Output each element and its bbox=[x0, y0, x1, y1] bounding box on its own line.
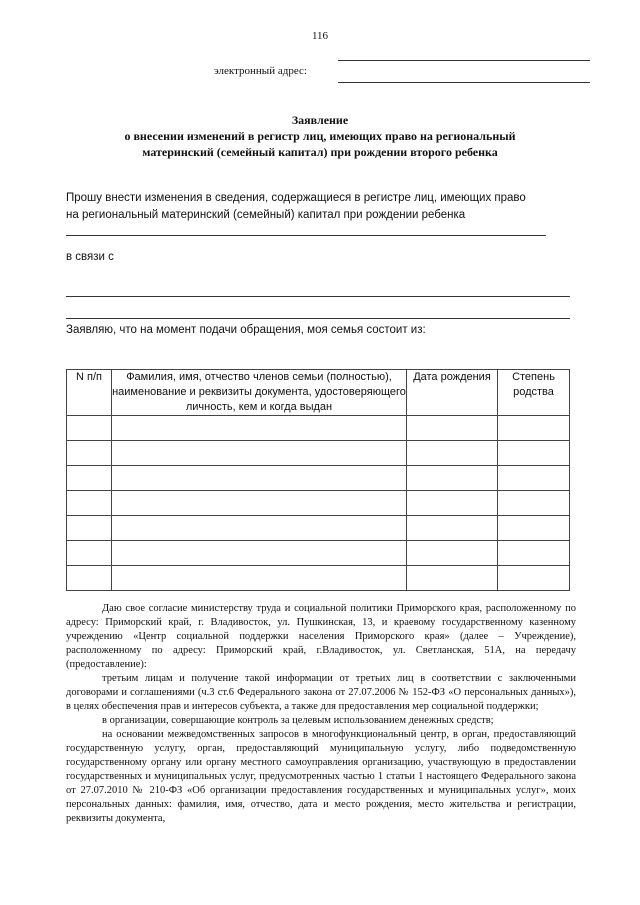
family-table-body bbox=[67, 416, 570, 591]
col-relation-header: Степень родства bbox=[498, 370, 570, 416]
consent-text bbox=[66, 602, 576, 826]
reason-input-line-1[interactable] bbox=[66, 296, 570, 297]
table-header-row bbox=[67, 370, 570, 416]
table-cell[interactable] bbox=[112, 466, 407, 491]
table-row bbox=[67, 541, 570, 566]
consent-paragraph: на основании межведомственных запросов в многофункциональный центр, в орган, предоставляющий государственную услугу, орган, предоставляющий муниципальную услугу, либо подведомственную государственному органу или органу местного самоуправления организацию, участвующую в предоставлении государственных и муниципальных услуг, предусмотренных частью 1 статьи 1 настоящего Федерального закона от 27.07.2010 № 210-ФЗ «Об организации предоставления государственных и муниципальных услуг», моих персональных данных: фамилия, имя, отчество, дата и место рождения, место жительства и регистрации, реквизиты документа, bbox=[66, 729, 576, 824]
reason-input-line-2[interactable] bbox=[66, 318, 570, 319]
table-cell[interactable] bbox=[498, 566, 570, 591]
table-cell[interactable] bbox=[498, 516, 570, 541]
table-cell[interactable] bbox=[112, 491, 407, 516]
col-number-header: N п/п bbox=[67, 370, 112, 416]
table-cell[interactable] bbox=[498, 541, 570, 566]
consent-paragraph: в организации, совершающие контроль за целевым использованием денежных средств; bbox=[102, 715, 494, 726]
due-to-label: в связи с bbox=[66, 251, 114, 263]
table-cell[interactable] bbox=[407, 491, 498, 516]
col-name-header: Фамилия, имя, отчество членов семьи (полностью), наименование и реквизиты документа, удостоверяющего личность, кем и когда выдан bbox=[112, 370, 407, 416]
email-line-top bbox=[338, 60, 590, 61]
table-cell[interactable] bbox=[112, 516, 407, 541]
table-cell[interactable] bbox=[67, 466, 112, 491]
table-cell[interactable] bbox=[112, 441, 407, 466]
consent-paragraph: Даю свое согласие министерству труда и социальной политики Приморского края, расположенному по адресу: Приморский край, г. Владивосток, ул. Пушкинская, 13, и краевому государственному казенному учреждению «Центр социальной поддержки населения Приморского края» (далее – Учреждение), расположенному по адресу: Приморский край, г.Владивосток, ул. Светланская, 51А, на передачу (предоставление): bbox=[66, 603, 576, 670]
family-declaration: Заявляю, что на момент подачи обращения, моя семья состоит из: bbox=[66, 324, 426, 336]
col-birthdate-header: Дата рождения bbox=[407, 370, 498, 416]
family-table bbox=[66, 369, 570, 591]
page-number: 116 bbox=[311, 30, 329, 42]
table-cell[interactable] bbox=[407, 566, 498, 591]
document-title bbox=[60, 112, 580, 160]
table-row bbox=[67, 441, 570, 466]
email-label: электронный адрес: bbox=[214, 65, 307, 77]
title-line-2: о внесении изменений в регистр лиц, имеющих право на региональный bbox=[124, 129, 516, 143]
table-cell[interactable] bbox=[67, 416, 112, 441]
consent-paragraph: третьим лицам и получение такой информации от третьих лиц в соответствии с заключенными договорами и соглашениями (ч.3 ст.6 Федерального закона от 27.07.2006 № 152-ФЗ «О персональных данных»), в целях обеспечения прав и интересов субъекта, а также для предоставления мер социальной поддержки; bbox=[66, 673, 576, 712]
table-cell[interactable] bbox=[112, 541, 407, 566]
title-line-1: Заявление bbox=[291, 113, 349, 127]
request-line-2: на региональный материнский (семейный) капитал при рождении ребенка bbox=[66, 209, 466, 221]
request-line-1: Прошу внести изменения в сведения, содержащиеся в регистре лиц, имеющих право bbox=[66, 192, 526, 204]
table-cell[interactable] bbox=[498, 491, 570, 516]
table-cell[interactable] bbox=[67, 541, 112, 566]
table-cell[interactable] bbox=[67, 491, 112, 516]
table-cell[interactable] bbox=[498, 416, 570, 441]
table-row bbox=[67, 491, 570, 516]
table-row bbox=[67, 516, 570, 541]
table-cell[interactable] bbox=[407, 516, 498, 541]
table-cell[interactable] bbox=[407, 541, 498, 566]
request-paragraph bbox=[66, 190, 586, 224]
table-row bbox=[67, 416, 570, 441]
table-cell[interactable] bbox=[498, 441, 570, 466]
table-cell[interactable] bbox=[67, 516, 112, 541]
table-cell[interactable] bbox=[407, 416, 498, 441]
request-input-line[interactable] bbox=[66, 235, 546, 236]
table-row bbox=[67, 566, 570, 591]
table-cell[interactable] bbox=[112, 566, 407, 591]
table-cell[interactable] bbox=[407, 466, 498, 491]
table-row bbox=[67, 466, 570, 491]
table-cell[interactable] bbox=[407, 441, 498, 466]
table-cell[interactable] bbox=[67, 441, 112, 466]
title-line-3: материнский (семейный капитал) при рождении второго ребенка bbox=[142, 145, 498, 159]
table-cell[interactable] bbox=[67, 566, 112, 591]
table-cell[interactable] bbox=[498, 466, 570, 491]
email-input-line[interactable] bbox=[338, 82, 590, 83]
table-cell[interactable] bbox=[112, 416, 407, 441]
